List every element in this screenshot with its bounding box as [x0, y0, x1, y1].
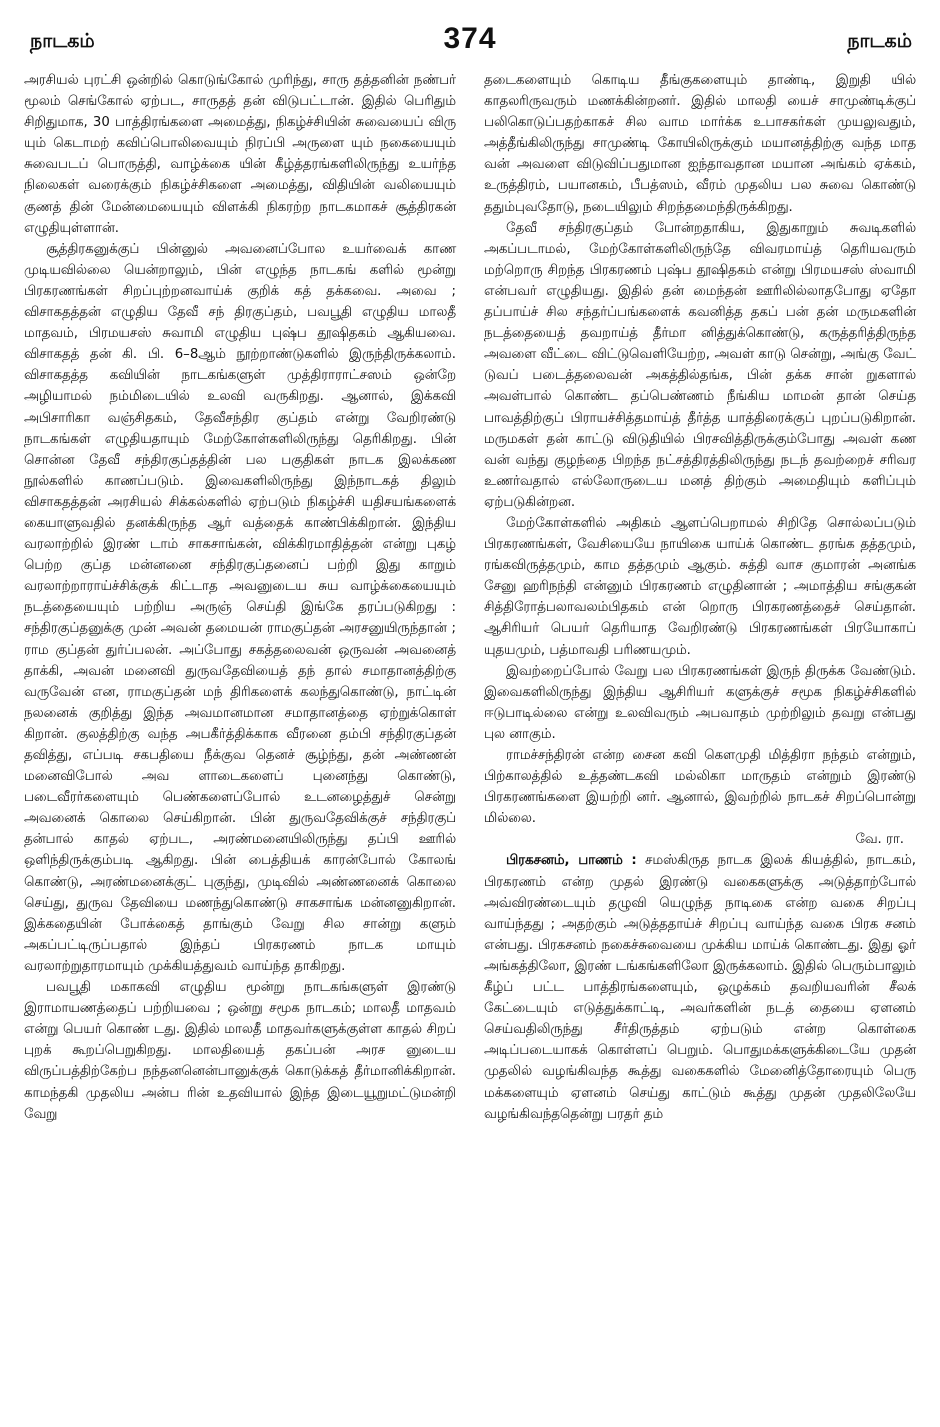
author-signature: வே. ரா.	[855, 832, 904, 848]
subsection-title: பிரகசனம், பாணம் :	[506, 853, 637, 869]
paragraph: சூத்திரகனுக்குப் பின்னுல் அவனைப்போல உயர்வைக் காண முடியவில்லை யென்றாலும், பின் எழுந்த நாடகங் களில் மூன்று பிரகரணங்கள் சிறப்புற்றனவாய்க் குறிக் கத் தக்கவை. அவை ; விசாகதத்தன் எழுதிய தேவீ சந் திரகுப்தம், பவபூதி எழுதிய மாலதீ மாதவம், பிரமயசஸ் சுவாமி எழுதிய புஷ்ப தூஷிதகம் ஆகியவை. விசாகதத் தன் கி. பி. 6–8ஆம் நூற்றாண்டுகளில் இருந்திருக்கலாம். விசாகதத்த கவியின் நாடகங்களுள் முத்திராராட்சஸம் ஒன்றே அழியாமல் நம்மிடையில் உலவி வருகிறது. ஆனால், இக்கவி அபிசாரிகா வஞ்சிதகம், தேவீசந்திர குப்தம் என்று வேறிரண்டு நாடகங்கள் எழுதியதாயும் மேற்கோள்களிலிருந்து தெரிகிறது. பின் சொன்ன தேவீ சந்திரகுப்தத்தின் பல பகுதிகள் நாடக இலக்கண நூல்களில் காணப்படும். இவைகளிலிருந்து இந்நாடகத் திலும் விசாகதத்தன் அரசியல் சிக்கல்களில் ஏற்படும் நிகழ்ச்சி யதிசயங்களைக் கையாளுவதில் தனக்கிருந்த ஆர் வத்தைக் காண்பிக்கிறான். இந்திய வரலாற்றில் இரண் டாம் சாகசாங்கன், விக்கிரமாதித்தன் என்று புகழ் பெற்ற குப்த மன்னனை சந்திரகுப்தனைப் பற்றி இது காறும் வரலாற்றாராய்ச்சிக்குக் கிட்டாத அவனுடைய சுய வாழ்க்கையையும் நடத்தையையும் பற்றிய அருஞ் செய்தி இங்கே தரப்படுகிறது : சந்திரகுப்தனுக்கு முன் அவன் தமையன் ராமகுப்தன் அரசனுயிருந்தான் ; ராம குப்தன் துர்ப்பலன். அப்போது சகத்தலைவன் ஒருவன் அவனைத் தாக்கி, அவன் மனைவி துருவதேவியைத் தந் தால் சமாதானத்திற்கு வருவேன் என, ராமகுப்தன் மந் திரிகளைக் கலந்துகொண்டு, நாட்டின் நலனைக் குறித்து இந்த அவமானமான சமாதானத்தை ஏற்றுக்கொள் கிறான். குலத்திற்கு வந்த அபகீர்த்திக்காக வீரனை தம்பி சந்திரகுப்தன் தவித்து, எப்படி சகபதியை நீக்குவ தெனச் சூழ்ந்து, தன் அண்ணன் மனைவிபோல் அவ ளாடைகளைப் புனைந்து கொண்டு, படைவீரர்களையும் பெண்களைப்போல் உடனழைத்துச் சென்று அவனைக் கொலை செய்கிறான். பின் துருவதேவிக்குச் சந்திரகுப் தன்பால் காதல் ஏற்பட, அரண்மனையிலிருந்து தப்பி ஊரில் ஒளிந்திருக்கும்படி ஆகிறது. பின் பைத்தியக் காரன்போல் கோலங் கொண்டு, அரண்மனைக்குட் புகுந்து, முடிவில் அண்ணனைக் கொலை செய்து, துருவ தேவியை மணந்துகொண்டு சாகசாங்க மன்னனுகிறான். இக்கதையின் போக்கைத் தாங்கும் வேறு சில சான்று களும் அகப்பட்டிருப்பதால் இந்தப் பிரகரணம் நாடக மாயும் வரலாற்றுதாரமாயும் முக்கியத்துவம் வாய்ந்த தாகிறது.	[24, 241, 456, 974]
right-column	[484, 70, 916, 1125]
page-number: 374	[443, 22, 497, 55]
paragraph: ராமச்சந்திரன் என்ற சைன கவி கௌமுதி மித்திரா நந்தம் என்றும், பிற்காலத்தில் உத்தண்டகவி மல்லிகா மாருதம் என்றும் இரண்டு பிரகரணங்களை இயற்றி னர். ஆனால், இவற்றில் நாடகச் சிறப்பொன்று மில்லை.	[484, 748, 916, 827]
page-header	[20, 18, 920, 58]
subsection-paragraph	[484, 850, 916, 1124]
paragraph: இவற்றைப்போல் வேறு பல பிரகரணங்கள் இருந் திருக்க வேண்டும். இவைகளிலிருந்து இந்திய ஆசிரியர் களுக்குச் சமூக நிகழ்ச்சிகளில் ஈடுபாடில்லை என்று உலவிவரும் அபவாதம் முற்றிலும் தவறு என்பது புல னாகும்.	[484, 663, 916, 742]
header-left-title: நாடகம்	[30, 30, 95, 52]
left-column	[24, 70, 456, 1125]
paragraph: தடைகளையும் கொடிய தீங்குகளையும் தாண்டி, இறுதி யில் காதலரிருவரும் மணக்கின்றனர். இதில் மாலதி யைச் சாமுண்டிக்குப் பலிகொடுப்பதற்காகச் சில வாம மார்க்க உபாசகர்கள் முயலுவதும், அத்தீங்கிலிருந்து சாமுண்டி கோயிலிருக்கும் மயானத்திற்கு வந்த மாத வன் அவளை விடுவிப்பதுமான ஐந்தாவதான மயான அங்கம் ஏக்கம், உருத்திரம், பயானகம், பீபத்ஸம், வீரம் முதலிய பல சுவை கொண்டு ததும்புவதோடு, நடையிலும் சிறந்தமைந்திருக்கிறது.	[484, 73, 916, 215]
paragraph: மேற்கோள்களில் அதிகம் ஆளப்பெறாமல் சிறிதே சொல்லப்படும் பிரகரணங்கள், வேசியையே நாயிகை யாய்க் கொண்ட தரங்க தத்தமும், ரங்கவிருத்தமும், காம தத்தமும் ஆகும். சுத்தி வாச குமாரன் அனங்க சேனு ஹரிநந்தி என்னும் பிரகரணம் எழுதினான் ; அமாத்திய சங்குகன் சித்திரோத்பலாவலம்பிதகம் என் றொரு பிரகரணத்தைச் செய்தான். ஆசிரியர் பெயர் தெரியாத வேறிரண்டு பிரகரணங்கள் பிரயோகாப் யுதயமும், பத்மாவதி பரிணயமும்.	[484, 515, 916, 658]
paragraph: அரசியல் புரட்சி ஒன்றில் கொடுங்கோல் முரிந்து, சாரு தத்தனின் நண்பர் மூலம் செங்கோல் ஏற்பட, சாருதத் தன் விடுபட்டான். இதில் பெரிதும் சிறிதுமாக, 30 பாத்திரங்களை அமைத்து, நிகழ்ச்சியின் சுவையைப் விரு யும் கெடாமற் கவிப்பொலிவையும் நிரப்பி அருளை யும் நகையையும் சுவைபடப் பொருத்தி, வாழ்க்கை யின் கீழ்த்தரங்களிலிருந்து உயர்ந்த நிலைகள் வரைக்கும் நிகழ்ச்சிகளை அமைத்து, விதியின் வலியையும் குணத் தின் மேன்மையையும் விளக்கி நிகரற்ற நாடகமாகச் சூத்திரகன் எழுதியுள்ளான்.	[24, 73, 456, 236]
paragraph: தேவீ சந்திரகுப்தம் போன்றதாகிய, இதுகாறும் சுவடிகளில் அகப்படாமல், மேற்கோள்களிலிருந்தே விவரமாய்த் தெரியவரும் மற்றொரு சிறந்த பிரகரணம் புஷ்ப தூஷிதகம் என்று பிரமயசஸ் ஸ்வாமி என்பவர் எழுதியது. இதில் தன் மைந்தன் ஊரிலில்லாதபோது ஏதோ தப்பாய்ச் சில சந்தர்ப்பங்களைக் கவனித்த தகப் பன் தன் மருமகளின் நடத்தையைத் தவறாய்த் தீர்மா னித்துக்கொண்டு, கருத்தரித்திருந்த அவளை வீட்டை விட்டுவெளியேற்ற, அவள் காடு சென்று, அங்கு வேட் டுவப் படைத்தலைவன் அகத்தில்தங்க, பின் தக்க சான் றுகளால் அவள்பால் கொண்ட தப்பெண்ணம் நீங்கிய மாமன் தான் செய்த பாவத்திற்குப் பிராயச்சித்தமாய்த் தீர்த்த யாத்திரைக்குப் புறப்படுகிறான். மருமகள் தன் காட்டு விடுதியில் பிரசவித்திருக்கும்போது அவள் கண வன் வந்து குழந்தை பிறந்த நட்சத்திரத்திலிருந்து நடந் தவற்றைச் சரிவர உணர்வதால் எல்லோருடைய மனத் திற்கும் அமைதியும் களிப்பும் ஏற்படுகின்றன.	[484, 220, 916, 510]
subsection-text: சமஸ்கிருத நாடக இலக் கியத்தில், நாடகம், பிரகரணம் என்ற முதல் இரண்டு வகைகளுக்கு அடுத்தாற்போல் அவ்விரண்டையும் தழுவி யெழுந்த நாடிகை என்ற வகை சிறப்பு வாய்ந்தது ; அதற்கும் அடுத்ததாய்ச் சிறப்பு வாய்ந்த வகை பிரக சனம் என்பது. பிரகசனம் நகைச்சுவையை முக்கிய மாய்க் கொண்டது. இது ஓர் அங்கத்திலோ, இரண் டங்கங்களிலோ இருக்கலாம். இதில் பெரும்பாலும் கீழ்ப் பட்ட பாத்திரங்களையும், ஒழுக்கம் தவறியவரின் சீலக் கேட்டையும் எடுத்துக்காட்டி, அவர்களின் நடத் தையை ஏளனம் செய்வதிலிருந்து சீர்திருத்தம் ஏற்படும் என்ற கொள்கை அடிப்படையாகக் கொள்ளப் பெறும். பொதுமக்களுக்கிடையே முதன் முதலில் வழங்கிவந்த கூத்து வகைகளில் மேனிைத்தோரையும் பெரு மக்களையும் ஏளனம் செய்து காட்டும் கூத்து முதன் முதலிலேயே வழங்கிவந்ததென்று பரதர் தம்	[484, 853, 916, 1122]
paragraph: பவபூதி மகாகவி எழுதிய மூன்று நாடகங்களுள் இரண்டு இராமாயணத்தைப் பற்றியவை ; ஒன்று சமூக நாடகம்; மாலதீ மாதவம் என்று பெயர் கொண் டது. இதில் மாலதீ மாதவர்களுக்குள்ள காதல் சிறப் புறக் கூறப்பெறுகிறது. மாலதியைத் தகப்பன் அரச னுடைய விருப்பத்திற்கேற்ப நந்தனனென்பானுக்குக் கொடுக்கத் தீர்மானிக்கிறான். காமந்தகி முதலிய அன்ப ரின் உதவியால் இந்த இடையூறுமட்டுமன்றி வேறு	[24, 980, 456, 1122]
header-right-title: நாடகம்	[847, 30, 912, 52]
